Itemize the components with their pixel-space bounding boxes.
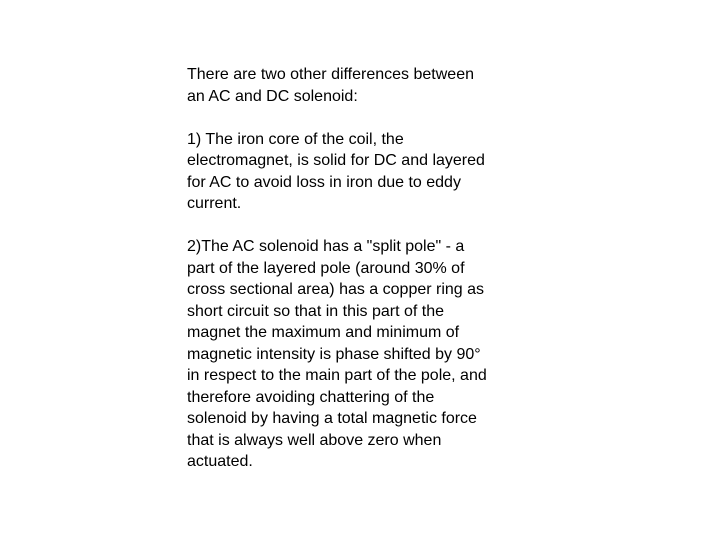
text-content — [187, 64, 532, 473]
point-two-paragraph: 2)The AC solenoid has a "split pole" - a part of the layered pole (around 30% of cross sectional area) has a copper ring as short circuit so that in this part of the magnet the maximum and minimum of magnetic intensity is phase shifted by 90° in respect to the main part of the pole, and therefore avoiding chattering of the solenoid by having a total magnetic force that is always well above zero when actuated. — [187, 238, 487, 470]
intro-paragraph: There are two other differences between an AC and DC solenoid: — [187, 66, 474, 105]
point-one-paragraph: 1) The iron core of the coil, the electromagnet, is solid for DC and layered for AC to avoid loss in iron due to eddy current. — [187, 130, 485, 212]
